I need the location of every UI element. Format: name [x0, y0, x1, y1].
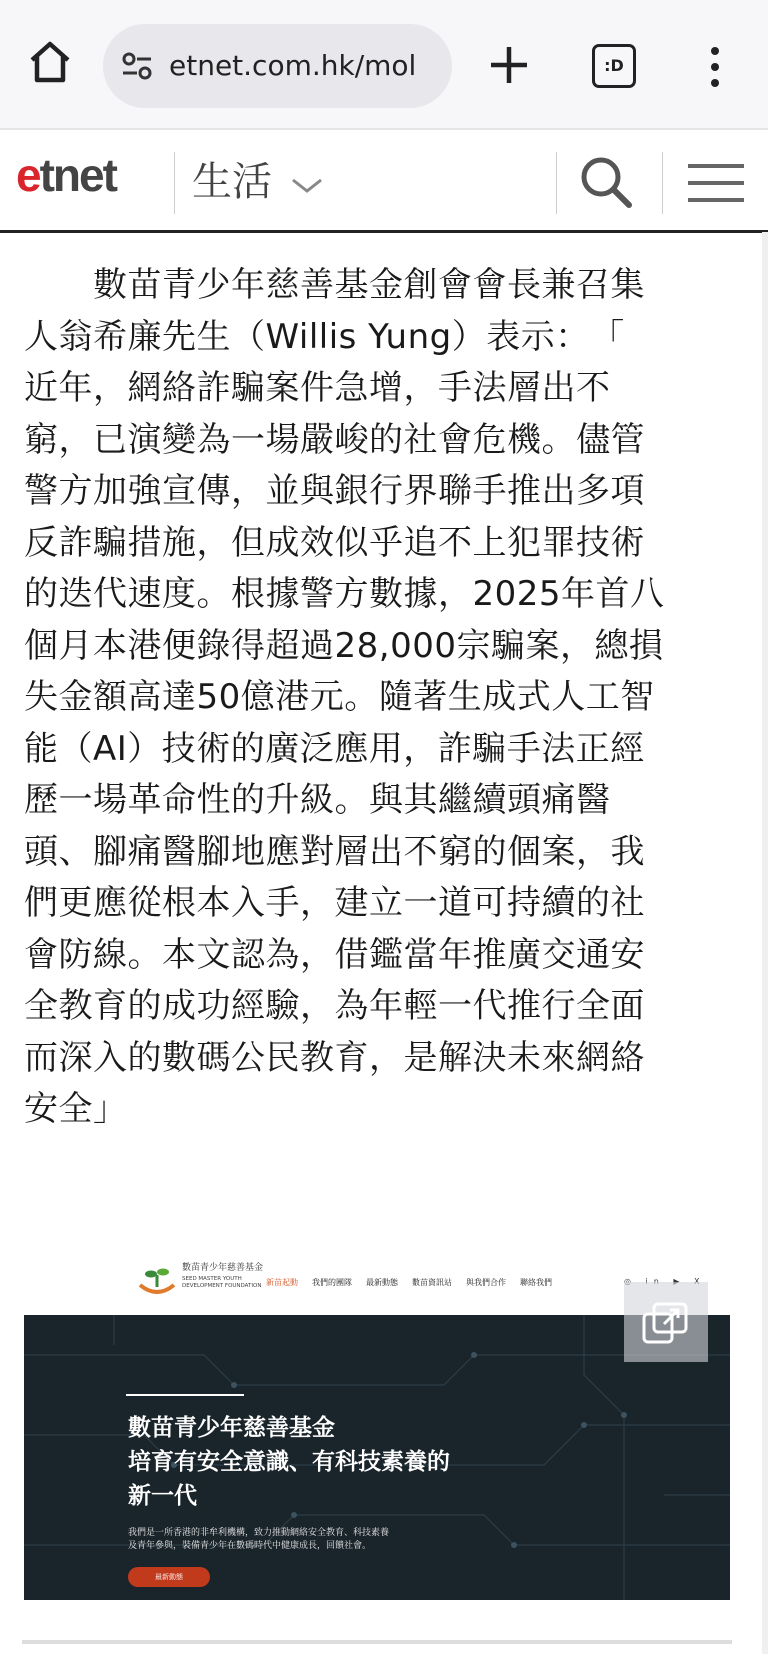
hero-news-button: 最新動態 [128, 1567, 210, 1587]
article-line: 而深入的數碼公民教育，是解決未來網絡 [24, 1037, 645, 1078]
embedded-menu [266, 1277, 566, 1288]
embedded-org-sub: SEED MASTER YOUTH DEVELOPMENT FOUNDATION [182, 1276, 262, 1289]
address-bar[interactable] [103, 24, 452, 108]
article-line: 人翁希廉先生（Willis Yung）表示： 「 [24, 316, 625, 357]
embedded-menu-item: 最新動態 [366, 1278, 398, 1287]
article-line: 個月本港便錄得超過28,000宗騙案，總損 [24, 625, 664, 666]
url-text[interactable]: etnet.com.hk/mol [169, 49, 417, 82]
article-line: 數苗青少年慈善基金創會會長兼召集 [24, 265, 645, 305]
article-line: 全教育的成功經驗，為年輕一代推行全面 [24, 986, 645, 1026]
plus-icon[interactable] [486, 42, 532, 88]
hero-title [128, 1411, 450, 1513]
expand-image-icon[interactable] [624, 1282, 708, 1362]
article-line: 安全」 [24, 1089, 128, 1129]
article-line: 警方加強宣傳，並與銀行界聯手推出多項 [24, 471, 645, 511]
hero-body [128, 1527, 389, 1553]
embedded-menu-item: 聯絡我們 [520, 1278, 552, 1287]
hero-title-line: 數苗青少年慈善基金 [128, 1415, 335, 1441]
article-line: 的迭代速度。根據警方數據，2025年首八 [24, 574, 665, 614]
embedded-menu-item: 新苗起動 [266, 1278, 298, 1287]
header-divider [556, 152, 557, 214]
search-icon[interactable] [578, 154, 634, 210]
hero-body-line: 及青年參與，裝備青少年在數碼時代中健康成長，回饋社會。 [128, 1541, 372, 1551]
article-line: 會防線。本文認為，借鑑當年推廣交通安 [24, 934, 645, 975]
article-line: 失金額高達50億港元。隨著生成式人工智 [24, 677, 655, 717]
seed-logo-icon [136, 1263, 178, 1297]
hero-body-line: 我們是一所香港的非牟利機構，致力推動網絡安全教育、科技素養 [128, 1528, 390, 1538]
home-icon[interactable] [24, 36, 76, 88]
embedded-org-name: 數苗青少年慈善基金 [182, 1263, 264, 1273]
article-line: 頭、腳痛醫腳地應對層出不窮的個案，我 [24, 831, 645, 872]
article-body [24, 260, 734, 1136]
article-line: 能（AI）技術的廣泛應用，詐騙手法正經 [24, 728, 645, 769]
article-line: 歷一場革命性的升級。與其繼續頭痛醫 [24, 780, 611, 820]
etnet-logo[interactable]: etnet [16, 149, 116, 201]
hero-rule [126, 1394, 244, 1396]
embedded-menu-item: 與我們合作 [466, 1278, 506, 1287]
section-label[interactable]: 生活 [192, 159, 272, 205]
tab-switcher-icon[interactable] [592, 44, 634, 86]
article-line: 窮，已演變為一場嚴峻的社會危機。儘管 [24, 419, 645, 460]
hamburger-icon[interactable] [686, 160, 746, 206]
article-line: 反詐騙措施，但成效似乎追不上犯罪技術 [24, 522, 645, 563]
hero-title-line: 新一代 [128, 1483, 197, 1509]
article-line: 近年，網絡詐騙案件急增，手法層出不 [24, 368, 611, 408]
site-header [0, 128, 768, 233]
embedded-menu-item: 我們的團隊 [312, 1278, 352, 1287]
browser-toolbar [0, 0, 768, 128]
next-content-edge [22, 1640, 732, 1644]
article-line: 們更應從根本入手，建立一道可持續的社 [24, 883, 645, 923]
tab-count: :D [592, 44, 636, 88]
header-divider [174, 152, 175, 214]
chevron-down-icon[interactable] [290, 176, 324, 196]
embedded-menu-item: 數苗資訊站 [412, 1278, 452, 1287]
page-edge [762, 232, 768, 1654]
hero-title-line: 培育有安全意識、有科技素養的 [128, 1449, 450, 1475]
header-divider [662, 152, 663, 214]
site-settings-icon[interactable] [121, 52, 153, 80]
more-vert-icon[interactable] [706, 44, 724, 90]
